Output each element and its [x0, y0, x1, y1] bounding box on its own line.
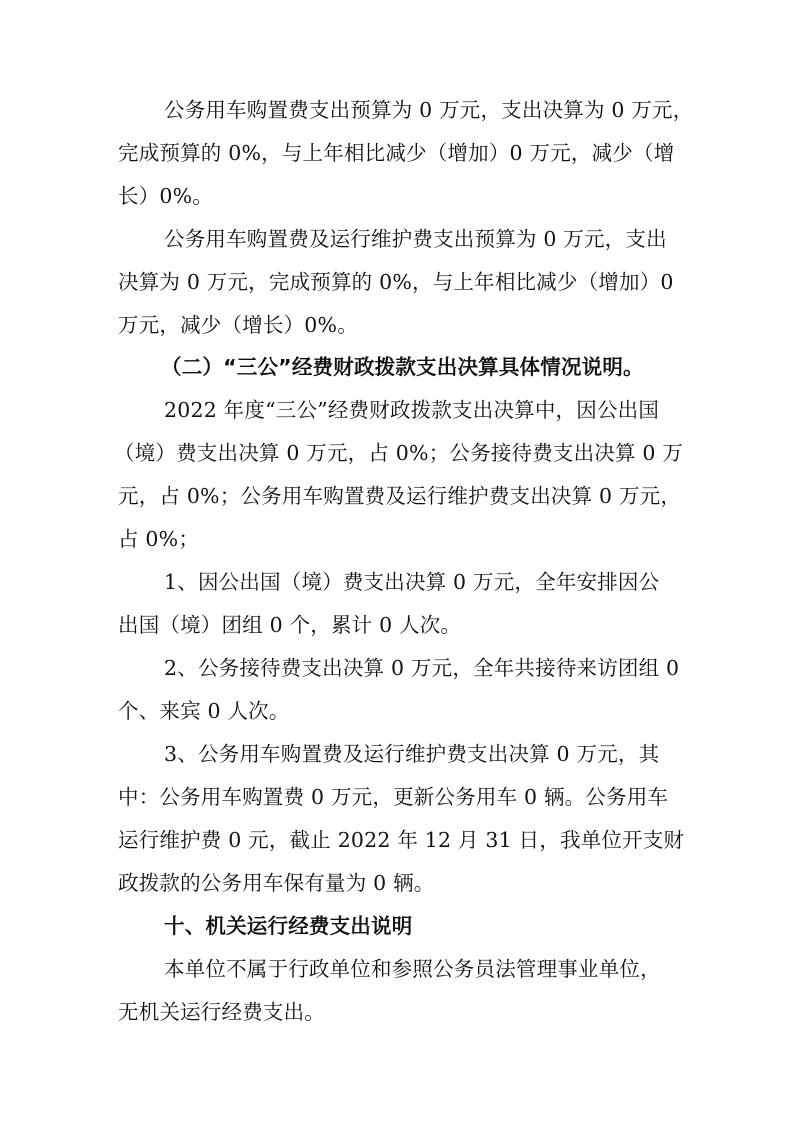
- paragraph-line: 公务用车购置费支出预算为 0 万元，支出决算为 0 万元，: [164, 98, 694, 122]
- paragraph-line: 政拨款的公务用车保有量为 0 辆。: [118, 871, 435, 895]
- paragraph-line: 长）0%。: [118, 184, 214, 208]
- paragraph-line: 运行维护费 0 元，截止 2022 年 12 月 31 日，我单位开支财: [118, 828, 685, 852]
- paragraph-line: 出国（境）团组 0 个，累计 0 人次。: [118, 613, 462, 637]
- paragraph-line: 2022 年度“三公”经费财政拨款支出决算中，因公出国: [164, 398, 660, 422]
- paragraph-line: 本单位不属于行政单位和参照公务员法管理事业单位，: [164, 957, 661, 981]
- paragraph-line: 中：公务用车购置费 0 万元，更新公务用车 0 辆。公务用车: [118, 785, 669, 809]
- paragraph-line: 无机关运行经费支出。: [118, 1000, 325, 1024]
- section-heading: 十、机关运行经费支出说明: [164, 914, 413, 938]
- paragraph-line: 元，占 0%；公务用车购置费及运行维护费支出决算 0 万元，: [118, 484, 682, 508]
- paragraph-line: 个、来宾 0 人次。: [118, 699, 290, 723]
- paragraph-line: （境）费支出决算 0 万元，占 0%；公务接待费支出决算 0 万: [114, 441, 684, 465]
- paragraph-line: 万元，减少（增长）0%。: [118, 313, 358, 337]
- paragraph-line: 决算为 0 万元，完成预算的 0%，与上年相比减少（增加）0: [118, 270, 674, 294]
- paragraph-line: 占 0%；: [118, 527, 200, 551]
- paragraph-line: 2、公务接待费支出决算 0 万元，全年共接待来访团组 0: [164, 656, 680, 680]
- paragraph-line: 完成预算的 0%，与上年相比减少（增加）0 万元，减少（增: [118, 141, 675, 165]
- paragraph-line: 3、公务用车购置费及运行维护费支出决算 0 万元，其: [164, 742, 660, 766]
- paragraph-line: 1、因公出国（境）费支出决算 0 万元，全年安排因公: [164, 570, 660, 594]
- paragraph-line: 公务用车购置费及运行维护费支出预算为 0 万元，支出: [164, 227, 667, 251]
- section-heading: （二）“三公”经费财政拨款支出决算具体情况说明。: [161, 355, 644, 379]
